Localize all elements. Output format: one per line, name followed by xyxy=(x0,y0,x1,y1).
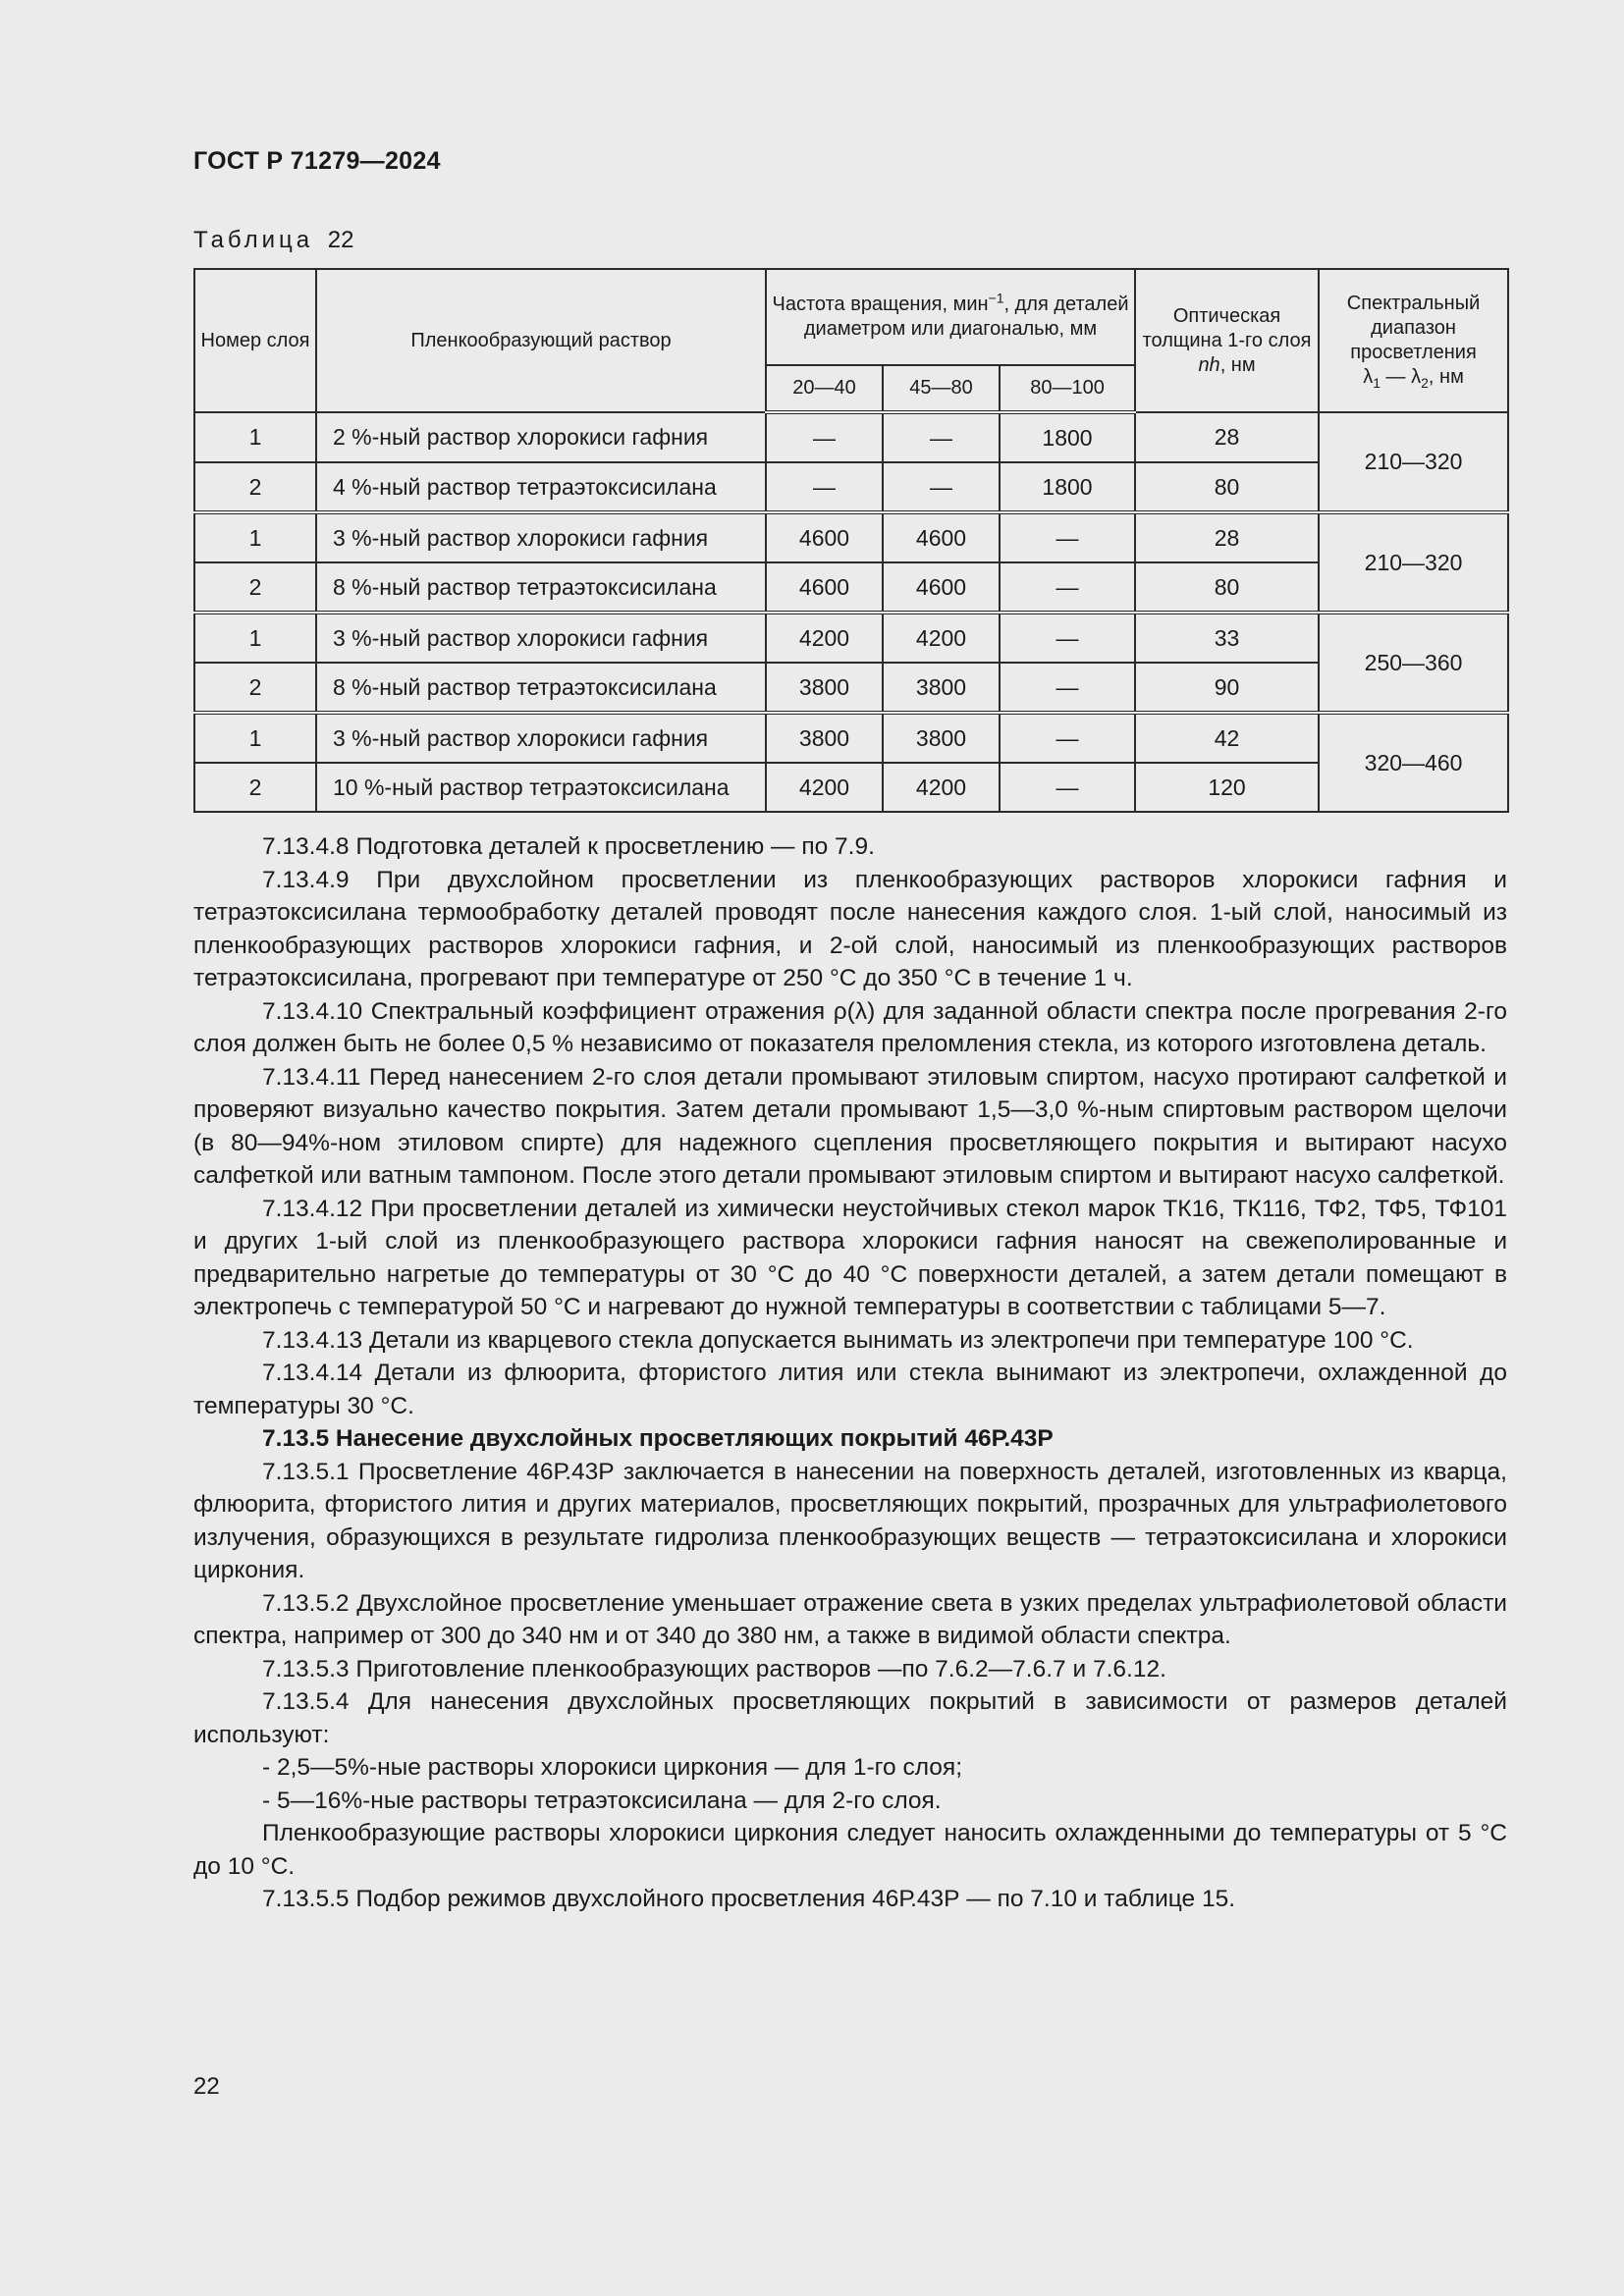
header-rotation xyxy=(766,269,1135,365)
paragraph-7-13-5-2: 7.13.5.2 Двухслойное просветление уменьшает отражение света в узких пределах ультрафиолетовой области спектра, например от 300 до 340 нм и от 340 до 380 нм, а также в видимой области спектра. xyxy=(193,1589,1507,1649)
cell-speed-45-80: 4200 xyxy=(883,613,1000,663)
table-row xyxy=(194,412,1508,462)
cell-speed-45-80: — xyxy=(883,462,1000,512)
cell-thickness: 42 xyxy=(1135,713,1319,763)
cell-thickness: 28 xyxy=(1135,512,1319,562)
page-number: 22 xyxy=(193,2073,220,2100)
list-item: - 2,5—5%-ные растворы хлорокиси циркония — для 1-го слоя; xyxy=(262,1754,963,1781)
cell-speed-80-100: — xyxy=(1000,713,1135,763)
cell-speed-45-80: 4200 xyxy=(883,763,1000,812)
lambda-1: λ xyxy=(1363,366,1374,388)
cell-speed-45-80: — xyxy=(883,412,1000,462)
body-text xyxy=(193,830,1507,1916)
cell-solution: 10 %-ный раствор тетраэтоксисилана xyxy=(316,763,766,812)
cell-speed-80-100: — xyxy=(1000,613,1135,663)
cell-layer-no: 2 xyxy=(194,763,316,812)
cell-speed-45-80: 4600 xyxy=(883,562,1000,613)
paragraph-7-13-4-9: 7.13.4.9 При двухслойном просветлении из пленкообразующих растворов хлорокиси гафния и тетраэтоксисилана термообработку деталей проводят после нанесения каждого слоя. 1-ый слой, наносимый из пленкообразующих растворов хлорокиси гафния, и 2-ой слой, наносимый из пленкообразующих растворов тетраэтоксисилана, прогревают при температуре от 250 °С до 350 °С в течение 1 ч. xyxy=(193,866,1507,991)
cell-layer-no: 1 xyxy=(194,613,316,663)
cell-speed-20-40: 4600 xyxy=(766,512,883,562)
cell-thickness: 80 xyxy=(1135,562,1319,613)
cell-solution: 3 %-ный раствор хлорокиси гафния xyxy=(316,512,766,562)
cell-spectral-range: 250—360 xyxy=(1319,613,1508,713)
cell-thickness: 33 xyxy=(1135,613,1319,663)
paragraph-7-13-5-1: 7.13.5.1 Просветление 46Р.43Р заключается в нанесении на поверхность деталей, изготовленных из кварца, флюорита, фтористого лития и других материалов, просветляющих покрытий, прозрачных для ультрафиолетового излучения, образующихся в результате гидролиза пленкообразующих веществ — тетраэтоксисилана и хлорокиси циркония. xyxy=(193,1458,1507,1583)
spectral-unit: , нм xyxy=(1428,366,1464,388)
cell-solution: 4 %-ный раствор тетраэтоксисилана xyxy=(316,462,766,512)
cell-layer-no: 2 xyxy=(194,462,316,512)
section-heading-7-13-5: 7.13.5 Нанесение двухслойных просветляющих покрытий 46Р.43Р xyxy=(262,1425,1054,1452)
paragraph-7-13-4-12: 7.13.4.12 При просветлении деталей из химически неустойчивых стекол марок ТК16, ТК116, ТФ2, ТФ5, ТФ101 и других 1-ый слой из пленкообразующего раствора хлорокиси гафния наносят на свежеполированные и предварительно нагретые до температуры от 30 °С до 40 °С поверхности деталей, а затем детали помещают в электропечь с температурой 50 °С и нагревают до нужной температуры в соответствии с таблицами 5—7. xyxy=(193,1195,1507,1320)
cell-solution: 8 %-ный раствор тетраэтоксисилана xyxy=(316,562,766,613)
paragraph-7-13-4-11: 7.13.4.11 Перед нанесением 2-го слоя детали промывают этиловым спиртом, насухо протирают салфеткой и проверяют визуально качество покрытия. Затем детали промывают 1,5—3,0 %-ным спиртовым раствором щелочи (в 80—94%-ном этиловом спирте) для надежного сцепления просветляющего покрытия и вытирают насухо салфеткой или ватным тампоном. После этого детали промывают этиловым спиртом и вытирают насухо салфеткой. xyxy=(193,1063,1507,1189)
data-table xyxy=(193,268,1509,813)
cell-speed-20-40: 3800 xyxy=(766,663,883,713)
header-spectral xyxy=(1319,269,1508,412)
header-rotation-sup: −1 xyxy=(988,290,1004,306)
document-id: ГОСТ Р 71279—2024 xyxy=(193,147,441,175)
table-caption-word: Таблица xyxy=(193,227,314,253)
table-row xyxy=(194,562,1508,613)
cell-speed-20-40: 4200 xyxy=(766,763,883,812)
cell-speed-80-100: 1800 xyxy=(1000,462,1135,512)
table-caption xyxy=(193,227,353,254)
cell-thickness: 80 xyxy=(1135,462,1319,512)
cell-layer-no: 2 xyxy=(194,663,316,713)
cell-layer-no: 1 xyxy=(194,713,316,763)
header-thickness-nh: nh xyxy=(1198,353,1220,376)
header-solution: Пленкообразующий раствор xyxy=(316,269,766,412)
cell-thickness: 28 xyxy=(1135,412,1319,462)
cell-spectral-range: 210—320 xyxy=(1319,512,1508,613)
cell-speed-45-80: 4600 xyxy=(883,512,1000,562)
cell-speed-20-40: 4600 xyxy=(766,562,883,613)
cell-speed-45-80: 3800 xyxy=(883,663,1000,713)
cell-speed-20-40: — xyxy=(766,462,883,512)
cell-speed-80-100: — xyxy=(1000,763,1135,812)
header-sub-20-40: 20—40 xyxy=(766,365,883,412)
cell-speed-80-100: 1800 xyxy=(1000,412,1135,462)
cell-thickness: 120 xyxy=(1135,763,1319,812)
table-caption-number: 22 xyxy=(327,227,354,253)
table-row xyxy=(194,663,1508,713)
cell-solution: 3 %-ный раствор хлорокиси гафния xyxy=(316,713,766,763)
paragraph-7-13-4-8: 7.13.4.8 Подготовка деталей к просветлению — по 7.9. xyxy=(262,833,875,860)
paragraph-7-13-5-4: 7.13.5.4 Для нанесения двухслойных просветляющих покрытий в зависимости от размеров деталей используют: xyxy=(193,1688,1507,1748)
cell-layer-no: 1 xyxy=(194,512,316,562)
table-row xyxy=(194,613,1508,663)
header-spectral-label: Спектральный диапазон просветления xyxy=(1346,293,1481,363)
table-row xyxy=(194,462,1508,512)
header-layer-no: Номер слоя xyxy=(194,269,316,412)
cell-spectral-range: 320—460 xyxy=(1319,713,1508,812)
header-sub-80-100: 80—100 xyxy=(1000,365,1135,412)
cell-speed-45-80: 3800 xyxy=(883,713,1000,763)
cell-speed-20-40: 4200 xyxy=(766,613,883,663)
table-row xyxy=(194,713,1508,763)
lambda-dash: — xyxy=(1380,366,1412,388)
paragraph-7-13-4-14: 7.13.4.14 Детали из флюорита, фтористого лития или стекла вынимают из электропечи, охлажденной до температуры 30 °С. xyxy=(193,1360,1507,1419)
paragraph-7-13-4-13: 7.13.4.13 Детали из кварцевого стекла допускается вынимать из электропечи при температуре 100 °С. xyxy=(262,1326,1414,1354)
header-thickness xyxy=(1135,269,1319,412)
lambda-2: λ xyxy=(1411,366,1422,388)
paragraph-7-13-4-10: 7.13.4.10 Спектральный коэффициент отражения ρ(λ) для заданной области спектра после прогревания 2-го слоя должен быть не более 0,5 % независимо от показателя преломления стекла, из которого изготовлена деталь. xyxy=(193,997,1507,1057)
header-rotation-rest: , для деталей диаметром или диагональю, мм xyxy=(803,294,1129,340)
header-thickness-label: Оптическая толщина 1-го слоя xyxy=(1142,304,1312,351)
paragraph-7-13-5-5: 7.13.5.5 Подбор режимов двухслойного просветления 46Р.43Р — по 7.10 и таблице 15. xyxy=(262,1886,1236,1912)
cell-layer-no: 2 xyxy=(194,562,316,613)
cell-solution: 2 %-ный раствор хлорокиси гафния xyxy=(316,412,766,462)
cell-speed-80-100: — xyxy=(1000,512,1135,562)
paragraph-cooling-note: Пленкообразующие растворы хлорокиси циркония следует наносить охлажденными до температуры от 5 °С до 10 °С. xyxy=(193,1820,1507,1880)
table-row xyxy=(194,763,1508,812)
header-sub-45-80: 45—80 xyxy=(883,365,1000,412)
table-row xyxy=(194,512,1508,562)
cell-speed-20-40: — xyxy=(766,412,883,462)
cell-solution: 3 %-ный раствор хлорокиси гафния xyxy=(316,613,766,663)
cell-solution: 8 %-ный раствор тетраэтоксисилана xyxy=(316,663,766,713)
cell-layer-no: 1 xyxy=(194,412,316,462)
list-item: - 5—16%-ные растворы тетраэтоксисилана — для 2-го слоя. xyxy=(262,1787,942,1814)
paragraph-7-13-5-3: 7.13.5.3 Приготовление пленкообразующих растворов —по 7.6.2—7.6.7 и 7.6.12. xyxy=(262,1655,1166,1682)
cell-thickness: 90 xyxy=(1135,663,1319,713)
cell-spectral-range: 210—320 xyxy=(1319,412,1508,512)
cell-speed-20-40: 3800 xyxy=(766,713,883,763)
lambda-sub-1: 1 xyxy=(1373,375,1380,391)
lambda-sub-2: 2 xyxy=(1421,375,1429,391)
cell-speed-80-100: — xyxy=(1000,562,1135,613)
header-thickness-unit: , нм xyxy=(1219,353,1256,376)
cell-speed-80-100: — xyxy=(1000,663,1135,713)
header-rotation-main: Частота вращения, мин xyxy=(772,294,989,315)
